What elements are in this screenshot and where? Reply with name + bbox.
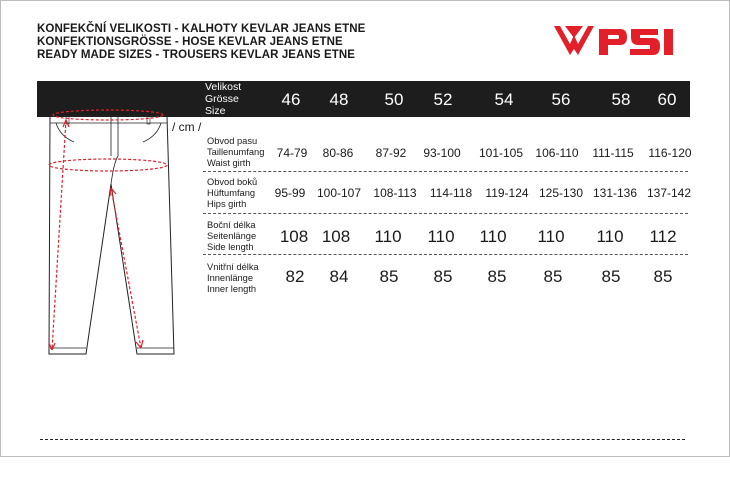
size-58: 58 [611,90,631,109]
waist-54: 101-105 [478,146,524,160]
title-en: READY MADE SIZES - TROUSERS KEVLAR JEANS ETNE [37,49,356,62]
hips-54: 119-124 [485,186,529,200]
side-60: 112 [649,227,677,246]
inner-50: 85 [379,267,399,286]
row-label-inner-length: Vnitřní délka Innenlänge Inner length [207,262,259,294]
hips-46: 95-99 [274,186,306,200]
size-50: 50 [384,90,404,109]
cut-line [40,439,685,440]
side-46: 108 [279,227,309,246]
size-48: 48 [329,90,349,109]
waist-56: 106-110 [535,146,579,160]
title-block [37,23,365,63]
waist-52: 93-100 [423,146,461,160]
side-52: 110 [427,227,455,246]
hips-60: 137-142 [646,186,692,200]
inner-56: 85 [543,267,563,286]
row-label-waist: Obvod pasu Taillenumfang Waist girth [207,136,265,168]
waist-46: 74-79 [276,146,308,160]
psi-v-logo-icon [554,26,594,55]
side-56: 110 [537,227,565,246]
size-label: Velikost Grösse Size [205,81,242,117]
side-50: 110 [374,227,402,246]
size-54: 54 [494,90,514,109]
side-54: 110 [479,227,507,246]
inner-58: 85 [601,267,621,286]
size-60: 60 [657,90,677,109]
row-label-side-length: Boční délka Seitenlänge Side length [207,220,257,252]
title-cz: KONFEKČNÍ VELIKOSTI - KALHOTY KEVLAR JEANS ETNE [37,23,366,35]
inner-52: 85 [433,267,453,286]
row-separator [203,254,688,255]
hips-52: 114-118 [429,186,473,200]
unit-label: / cm / [172,120,202,134]
hips-50: 108-113 [373,186,417,200]
waist-60: 116-120 [648,146,692,160]
row-label-hips: Obvod boků Hüftumfang Hips girth [207,177,258,209]
trousers-illustration [40,104,205,364]
size-46: 46 [281,90,301,109]
side-58: 110 [596,227,624,246]
inner-60: 85 [653,267,673,286]
psi-logo [552,22,688,58]
psi-wordmark [599,29,673,55]
hips-48: 100-107 [316,186,362,200]
size-56: 56 [551,90,571,109]
inner-48: 84 [329,267,349,286]
hips-58: 131-136 [592,186,638,200]
row-separator [203,171,688,172]
row-separator [203,213,688,214]
inner-46: 82 [285,267,305,286]
hips-56: 125-130 [538,186,584,200]
waist-58: 111-115 [592,146,634,160]
waist-50: 87-92 [375,146,407,160]
side-48: 108 [321,227,351,246]
waist-48: 80-86 [322,146,354,160]
size-52: 52 [433,90,453,109]
inner-54: 85 [487,267,507,286]
title-de: KONFEKTIONSGRÖSSE - HOSE KEVLAR JEANS ETNE [37,36,343,49]
